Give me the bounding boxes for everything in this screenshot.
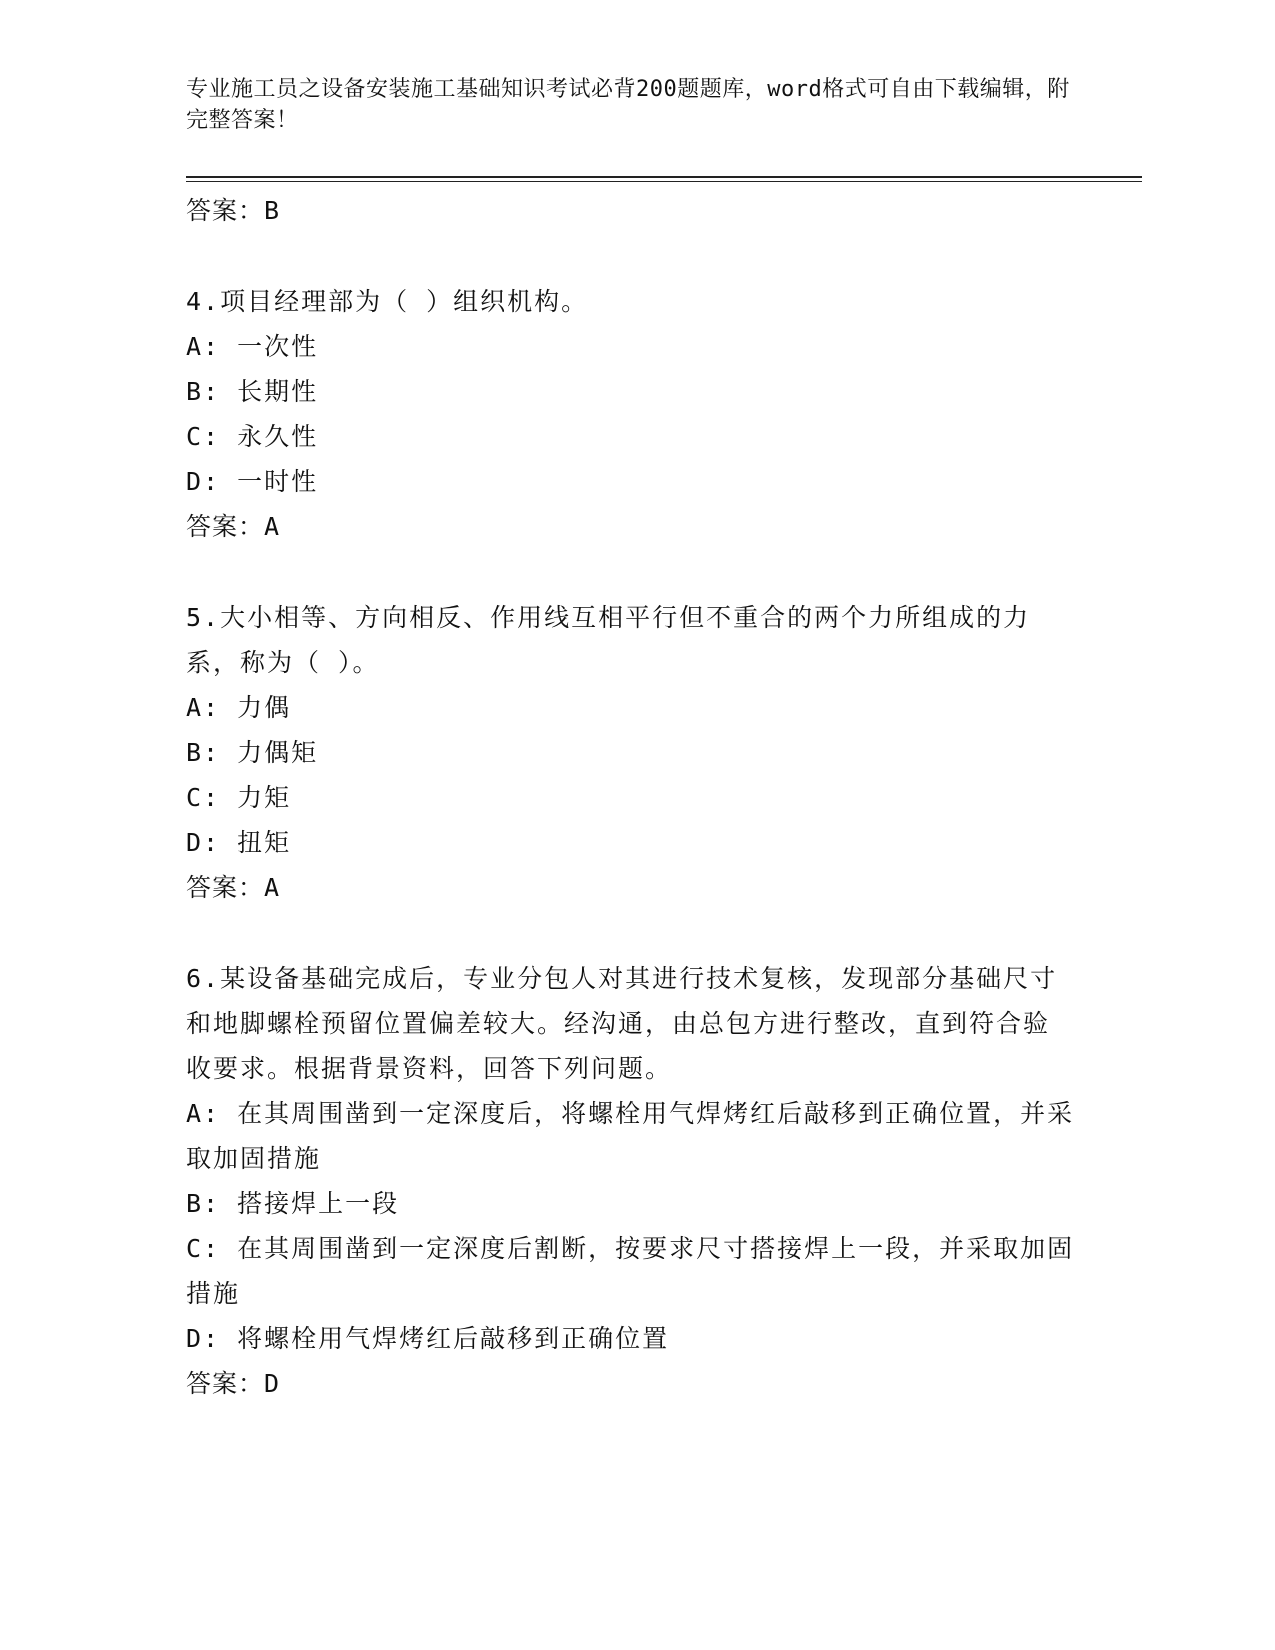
option-text: 力矩 xyxy=(237,783,292,812)
option-b xyxy=(186,369,1076,414)
option-d xyxy=(186,459,1076,504)
option-text: 在其周围凿到一定深度后割断，按要求尺寸搭接焊上一段，并采取加固措施 xyxy=(186,1234,1075,1308)
option-a xyxy=(186,1091,1076,1181)
answer-line-q5 xyxy=(186,865,1076,910)
answer-value: A xyxy=(264,873,281,902)
question-stem-4: 4.项目经理部为（ ）组织机构。 xyxy=(186,287,589,316)
option-key: B: xyxy=(186,738,221,767)
question-content xyxy=(186,188,1076,1406)
option-key: C: xyxy=(186,422,221,451)
answer-value: B xyxy=(264,196,281,225)
answer-label: 答案： xyxy=(186,512,265,541)
answer-label: 答案： xyxy=(186,1369,265,1398)
option-text: 力偶矩 xyxy=(237,738,319,767)
header-rule-thin xyxy=(186,181,1142,182)
answer-label: 答案： xyxy=(186,196,265,225)
option-text: 力偶 xyxy=(237,693,292,722)
option-a xyxy=(186,685,1076,730)
answer-line-q3 xyxy=(186,188,1076,233)
answer-value: A xyxy=(264,512,281,541)
option-key: D: xyxy=(186,1324,221,1353)
answer-label: 答案： xyxy=(186,873,265,902)
option-key: A: xyxy=(186,332,221,361)
option-key: B: xyxy=(186,1189,221,1218)
option-text: 一次性 xyxy=(237,332,319,361)
option-text: 在其周围凿到一定深度后，将螺栓用气焊烤红后敲移到正确位置，并采取加固措施 xyxy=(186,1099,1075,1173)
page-header: 专业施工员之设备安装施工基础知识考试必背200题题库，word格式可自由下载编辑，附完整答案！ xyxy=(186,77,1070,133)
option-key: C: xyxy=(186,1234,221,1263)
answer-line-q4 xyxy=(186,504,1076,549)
spacer xyxy=(186,549,1076,595)
option-key: B: xyxy=(186,377,221,406)
option-d xyxy=(186,820,1076,865)
option-text: 永久性 xyxy=(237,422,319,451)
option-b xyxy=(186,1181,1076,1226)
spacer xyxy=(186,233,1076,279)
option-key: A: xyxy=(186,693,221,722)
spacer xyxy=(186,910,1076,956)
option-key: D: xyxy=(186,828,221,857)
header-rule-thick xyxy=(186,176,1142,178)
option-c xyxy=(186,775,1076,820)
option-text: 长期性 xyxy=(237,377,319,406)
option-a xyxy=(186,324,1076,369)
option-key: D: xyxy=(186,467,221,496)
option-key: C: xyxy=(186,783,221,812)
option-c xyxy=(186,1226,1076,1316)
option-b xyxy=(186,730,1076,775)
option-text: 一时性 xyxy=(237,467,319,496)
option-text: 扭矩 xyxy=(237,828,292,857)
question-stem-5: 5.大小相等、方向相反、作用线互相平行但不重合的两个力所组成的力系，称为（ ）。 xyxy=(186,603,1031,677)
option-d xyxy=(186,1316,1076,1361)
option-text: 搭接焊上一段 xyxy=(237,1189,400,1218)
option-text: 将螺栓用气焊烤红后敲移到正确位置 xyxy=(237,1324,670,1353)
question-stem-6: 6.某设备基础完成后，专业分包人对其进行技术复核，发现部分基础尺寸和地脚螺栓预留位置偏差较大。经沟通，由总包方进行整改，直到符合验收要求。根据背景资料，回答下列问题。 xyxy=(186,964,1058,1083)
answer-value: D xyxy=(264,1369,281,1398)
answer-line-q6 xyxy=(186,1361,1076,1406)
option-c xyxy=(186,414,1076,459)
option-key: A: xyxy=(186,1099,221,1128)
